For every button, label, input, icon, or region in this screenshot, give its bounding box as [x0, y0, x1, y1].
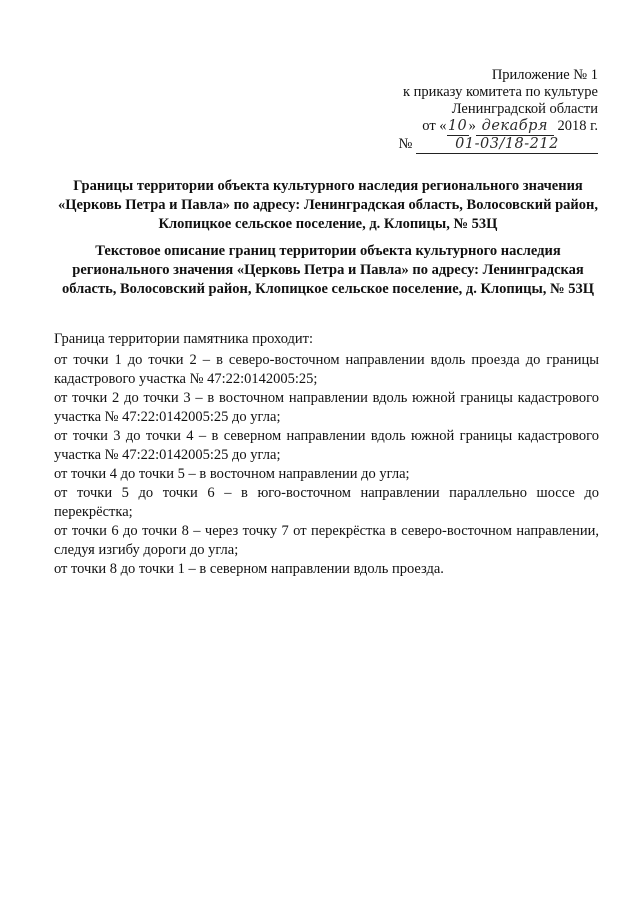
document-title: Границы территории объекта культурного наследия регионального значения «Церковь Петра и Павла» по адресу: Ленинградская область, Волосовский район, Клопицкое сельское поселение, д. Клопицы, № 53Ц — [58, 178, 599, 232]
boundary-description — [54, 330, 599, 579]
date-month-handwritten: декабря — [476, 118, 554, 136]
number-prefix: № — [398, 136, 413, 152]
appendix-header — [338, 67, 598, 154]
date-year: 2018 г. — [557, 118, 598, 134]
boundary-segment: от точки 6 до точки 8 – через точку 7 от перекрёстка в северо-восточном направлении, следуя изгибу дороги до угла; — [54, 523, 599, 558]
order-date — [338, 118, 598, 136]
boundary-segment: от точки 1 до точки 2 – в северо-восточном направлении вдоль проезда до границы кадастрового участка № 47:22:0142005:25; — [54, 352, 599, 387]
order-reference: к приказу комитета по культуре — [402, 84, 598, 100]
number-value-handwritten: 01-03/18-212 — [416, 136, 598, 154]
boundary-segment: от точки 2 до точки 3 – в восточном направлении вдоль южной границы кадастрового участка № 47:22:0142005:25 до угла; — [54, 390, 599, 425]
boundary-segment: от точки 3 до точки 4 – в северном направлении вдоль южной границы кадастрового участка № 47:22:0142005:25 до угла; — [54, 428, 599, 463]
boundary-segment: от точки 8 до точки 1 – в северном направлении вдоль проезда. — [54, 561, 444, 577]
section-title: Текстовое описание границ территории объекта культурного наследия регионального значения «Церковь Петра и Павла» по адресу: Ленинградская область, Волосовский район, Клопицкое сельское поселение, д. Клопицы, № 53Ц — [61, 243, 594, 297]
boundary-segment: от точки 4 до точки 5 – в восточном направлении до угла; — [54, 466, 410, 482]
date-day-handwritten: 10 — [447, 118, 468, 134]
order-number — [338, 136, 598, 154]
boundary-intro: Граница территории памятника проходит: — [54, 331, 314, 347]
appendix-number: Приложение № 1 — [491, 67, 598, 83]
date-prefix: от « — [422, 118, 447, 134]
boundary-segment: от точки 5 до точки 6 – в юго-восточном направлении параллельно шоссе до перекрёстка; — [54, 485, 599, 520]
date-mid: » — [468, 118, 476, 134]
region-name: Ленинградской области — [451, 101, 598, 117]
